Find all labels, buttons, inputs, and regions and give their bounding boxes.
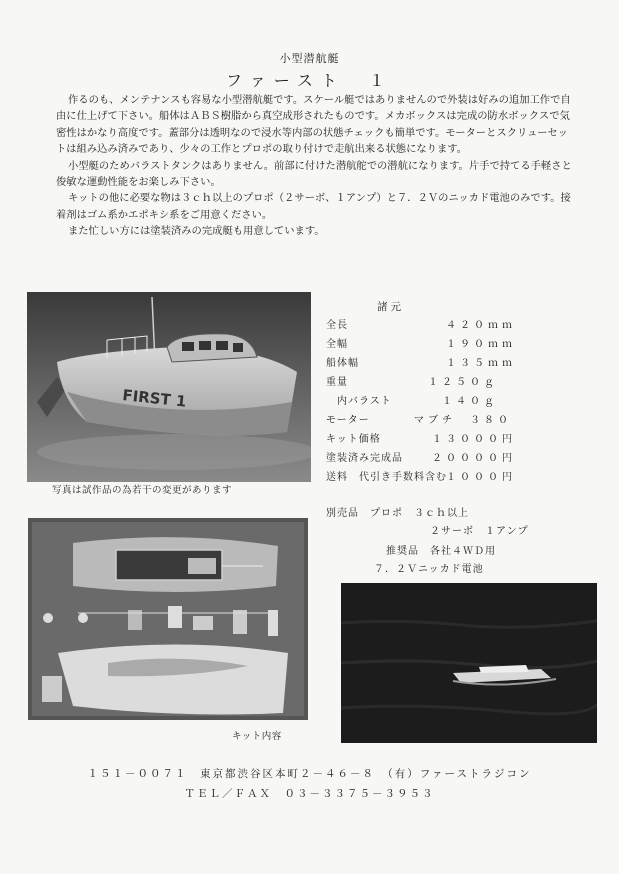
spec-value: １３０００円 xyxy=(432,434,516,445)
boat-on-water-photo xyxy=(341,583,597,743)
spec-row xyxy=(326,392,498,410)
spec-row xyxy=(326,430,516,448)
spec-label: キット価格 xyxy=(326,434,381,445)
spec-label: 内バラスト xyxy=(326,396,392,407)
spec-label: 船体幅 xyxy=(326,358,359,369)
spec-value: １９０ｍｍ xyxy=(446,339,516,350)
kit-contents-photo xyxy=(28,518,308,720)
boat-hull-label: FIRST 1 xyxy=(121,386,188,411)
spec-row xyxy=(326,316,516,334)
photo-caption: キット内容 xyxy=(232,731,282,742)
spec-row xyxy=(326,354,516,372)
separate-items-line: 別売品 プロポ ３ｃｈ以上 xyxy=(326,508,469,519)
spec-row xyxy=(326,449,516,467)
intro-text xyxy=(56,92,576,240)
spec-value: １３５ｍｍ xyxy=(446,358,516,369)
spec-row xyxy=(326,335,516,353)
spec-value: １２５０ｇ xyxy=(428,377,498,388)
spec-label: モーター xyxy=(326,415,370,426)
page-title: ファースト １ xyxy=(226,71,393,90)
intro-paragraph: 小型艇のためバラストタンクはありません。前部に付けた潜航舵での潜航になります。片手で持てる手軽さと俊敏な運動性能をお楽しみ下さい。 xyxy=(56,159,572,189)
separate-items-line: ２サーボ １アンプ xyxy=(430,526,529,537)
spec-label: 全長 xyxy=(326,320,348,331)
photo-caption: 写真は試作品の為若干の変更があります xyxy=(52,485,233,496)
footer-tel: ＴＥＬ／ＦＡＸ ０３－３３７５－３９５３ xyxy=(184,788,435,800)
spec-row xyxy=(326,373,498,391)
spec-value: ２００００円 xyxy=(432,453,516,464)
intro-paragraph: また忙しい方には塗装済みの完成艇も用意しています。 xyxy=(68,225,325,238)
specs-title: 諸元 xyxy=(377,301,404,313)
intro-paragraph: 作るのも、メンテナンスも容易な小型潜航艇です。スケール艇ではありませんので外装は好みの追加工作で自由に仕上げて下さい。船体はＡＢＳ樹脂から真空成形されたものです。メカボックスは完成の防水ボックスで気密性はかなり高度です。蓋部分は透明なので浸水等内部の状態チェックも簡単です。モーターとスクリューセットは組み込み済みであり、少々の工作とプロポの取り付けで走航出来る状態になります。 xyxy=(56,94,571,156)
boat-photo xyxy=(27,292,311,482)
spec-value: ４２０ｍｍ xyxy=(446,320,516,331)
spec-label: 塗装済み完成品 xyxy=(326,453,403,464)
recommended-items-line: 推奨品 各社４ＷＤ用 xyxy=(386,546,496,557)
spec-value: １０００円 xyxy=(446,472,516,483)
subtitle: 小型潜航艇 xyxy=(279,52,340,65)
intro-paragraph: キットの他に必要な物は３ｃｈ以上のプロポ（２サーボ、１アンプ）と７．２Ｖのニッカド電池のみです。接着剤はゴム系かエポキシ系をご用意ください。 xyxy=(56,192,571,221)
spec-row xyxy=(326,468,516,486)
spec-label: 全幅 xyxy=(326,339,348,350)
spec-label: 送料 代引き手数料含む xyxy=(326,472,447,483)
spec-label: 重量 xyxy=(326,377,348,388)
spec-row xyxy=(326,411,512,429)
footer-address: １５１－００７１ 東京都渋谷区本町２－４６－８ （有）ファーストラジコン xyxy=(87,768,532,780)
battery-line: ７．２Ｖニッカド電池 xyxy=(374,564,484,575)
spec-value: マブチ ３８０ xyxy=(414,415,512,426)
spec-value: １４０ｇ xyxy=(442,396,498,407)
